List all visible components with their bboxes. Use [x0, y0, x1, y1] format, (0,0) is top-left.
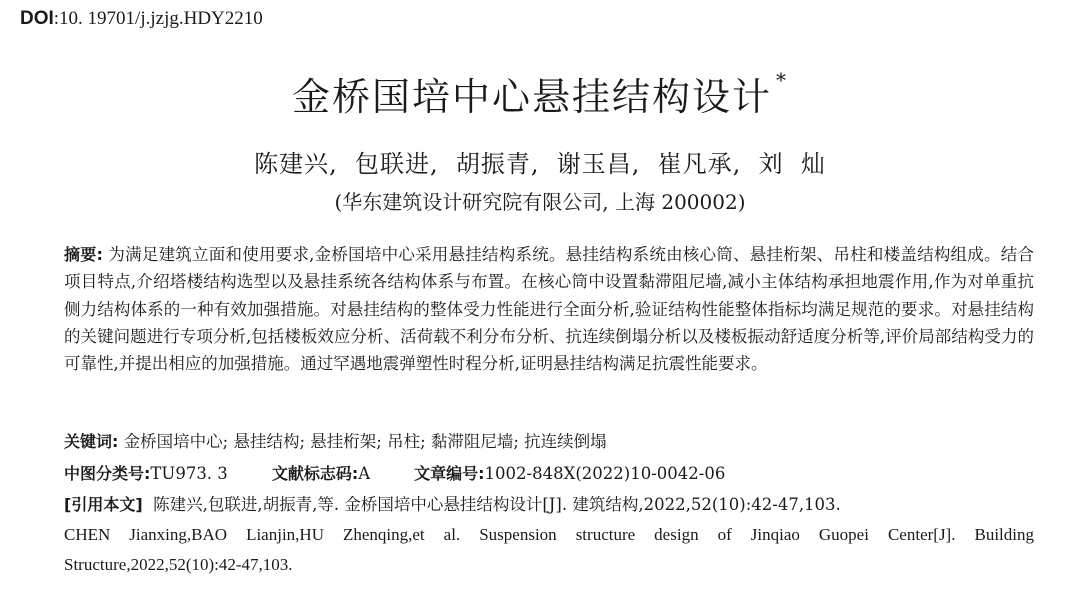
keywords — [64, 428, 607, 452]
citation — [64, 490, 1034, 580]
abstract-label: 摘要: — [64, 245, 103, 264]
title-footnote-mark: * — [776, 68, 788, 92]
citation-chinese: 陈建兴,包联进,胡振青,等. 金桥国培中心悬挂结构设计[J]. 建筑结构,2022,52(10):42-47,103. — [153, 495, 841, 514]
doi-label: DOI — [20, 8, 54, 29]
article-no-value: 1002-848X(2022)10-0042-06 — [484, 464, 726, 483]
doc-code-label: 文献标志码: — [271, 464, 359, 483]
clc-value: TU973. 3 — [150, 464, 228, 483]
article-no-label: 文章编号: — [414, 464, 485, 483]
doi-value: :10. 19701/j.jzjg.HDY2210 — [53, 8, 263, 29]
citation-chinese-line — [64, 490, 1034, 520]
doi-line — [20, 8, 263, 30]
authors: 陈建兴, 包联进, 胡振青, 谢玉昌, 崔凡承, 刘 灿 — [254, 150, 826, 178]
clc-label: 中图分类号: — [64, 464, 151, 483]
keywords-text: 金桥国培中心; 悬挂结构; 悬挂桁架; 吊柱; 黏滞阻尼墙; 抗连续倒塌 — [123, 432, 607, 451]
doc-code-value: A — [358, 464, 371, 483]
paper-title — [0, 66, 1080, 121]
affiliation: (华东建筑设计研究院有限公司, 上海 200002) — [334, 190, 746, 214]
citation-english: CHEN Jianxing,BAO Lianjin,HU Zhenqing,et al. Suspension structure design of Jinqiao Guopei Center[J]. Building Structure,2022,52(10):42-47,103. — [64, 525, 1034, 574]
keywords-label: 关键词: — [64, 432, 119, 451]
paper-title-text: 金桥国培中心悬挂结构设计 — [291, 75, 772, 119]
citation-label: [引用本文] — [64, 495, 143, 514]
classification-line — [64, 461, 725, 484]
abstract-text: 为满足建筑立面和使用要求,金桥国培中心采用悬挂结构系统。悬挂结构系统由核心筒、悬挂桁架、吊柱和楼盖结构组成。结合项目特点,介绍塔楼结构选型以及悬挂系统各结构体系与布置。在核心筒中设置黏滞阻尼墙,减小主体结构承担地震作用,作为对单重抗侧力结构体系的一种有效加强措施。对悬挂结构的整体受力性能进行全面分析,验证结构性能整体指标均满足规范的要求。对悬挂结构的关键问题进行专项分析,包括楼板效应分析、活荷载不利分布分析、抗连续倒塌分析以及楼板振动舒适度分析等,评价局部结构受力的可靠性,并提出相应的加强措施。通过罕遇地震弹塑性时程分析,证明悬挂结构满足抗震性能要求。 — [64, 245, 1034, 374]
abstract — [64, 241, 1034, 377]
